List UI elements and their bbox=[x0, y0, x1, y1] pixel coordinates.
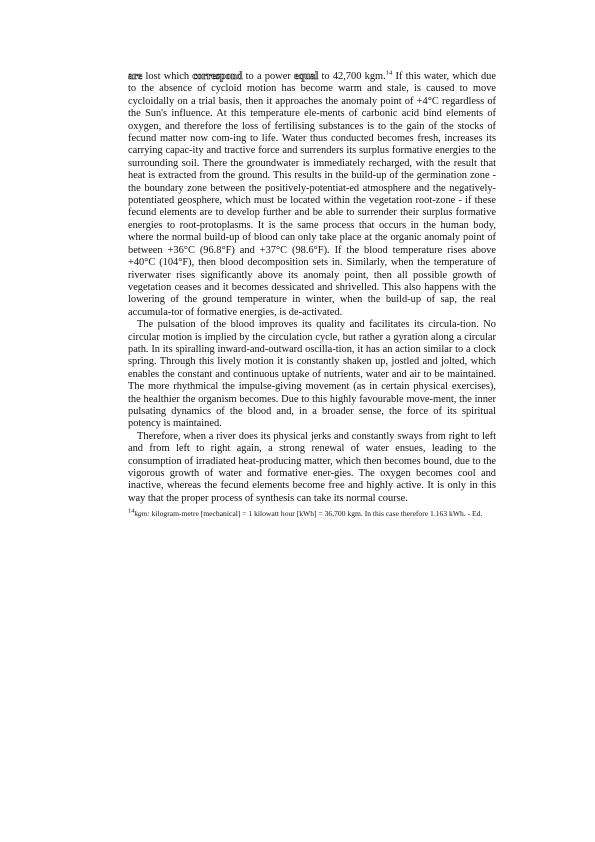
paragraph-1-text-a: lost which bbox=[142, 71, 193, 82]
footnote-marker: 14 bbox=[128, 507, 135, 515]
paragraph-1-text-d: If this water, which due to the absence of cycloid motion has become warm and stale, is caused to move cycloidally on a trial basis, then it approaches the anomaly point of +4°C regardless of the Sun's influence. At this temperature ele-ments of carbonic acid bind elements of oxygen, and therefore the loss of fertilising substances is to the gain of the stocks of fecund matter now com-ing to life. Water thus conducted becomes fresh, increases its carrying capac-ity and tractive force and surrenders its surplus formative energies to the surrounding soil. There the groundwater is immediately recharged, with the result that heat is extracted from the ground. This results in the build-up of the germination zone - the boundary zone between the positively-potentiat-ed atmosphere and the negatively-potentiated geosphere, which must be located within the vegetation root-zone - if these fecund elements are to develop further and be able to surrender their surplus formative energies to root-protoplasms. It is the same process that occurs in the human body, where the normal build-up of blood can only take place at the organic anomaly point of between +36°C (96.8°F) and +37°C (98.6°F). If the blood temperature rises above +40°C (104°F), then blood decomposition sets in. Similarly, when the temperature of riverwater rises significantly above its anomaly point, then all possible growth of vegetation ceases and it becomes dessicated and shrivelled. This also happens with the lowering of the ground temperature in winter, when the build-up of sap, the real accumula-tor of formative energies, is de-activated. bbox=[128, 71, 496, 318]
paragraph-1 bbox=[128, 71, 496, 319]
paragraph-1-text-c: to 42,700 kgm. bbox=[318, 71, 386, 82]
paragraph-1-text-b: to a power bbox=[242, 71, 294, 82]
paragraph-3: Therefore, when a river does its physical jerks and constantly sways from right to left and from left to right again, a strong renewal of water ensues, leading to the consumption of irradiated heat-producing matter, which then becomes bound, due to the vigorous growth of water and formative ener-gies. The oxygen becomes cool and inactive, whereas the fecund elements become free and highly active. It is only in this way that the proper process of synthesis can take its normal course. bbox=[128, 430, 496, 504]
footnote-text: kilogram-metre [mechanical] = 1 kilowatt hour [kWh] = 36,700 kgm. In this case therefore 1.163 kWh. - Ed. bbox=[149, 509, 483, 519]
paragraph-2: The pulsation of the blood improves its quality and facilitates its circula-tion. No circular motion is implied by the circulation cycle, but rather a gyration along a circular path. In its spiralling inward-and-outward oscilla-tion, it has an action similar to a clock spring. Through this lively motion it is constantly shaken up, jostled and jolted, which enables the constant and continuous uptake of nutrients, water and air to be maintained. The more rhythmical the impulse-giving movement (as in certain physical exercises), the healthier the organism becomes. Due to this highly favourable move-ment, the inner pulsating dynamics of the blood and, in a broader sense, the force of its spiritual potency is maintained. bbox=[128, 319, 496, 430]
outlined-word-equal: equal bbox=[294, 71, 319, 82]
footnote bbox=[128, 509, 496, 518]
footnote-term: kgm: bbox=[134, 509, 150, 519]
outlined-word-correspond: correspond bbox=[192, 71, 243, 82]
footnote-reference: 14 bbox=[385, 69, 393, 77]
outlined-word-are: are bbox=[128, 71, 143, 82]
main-text bbox=[128, 71, 496, 519]
